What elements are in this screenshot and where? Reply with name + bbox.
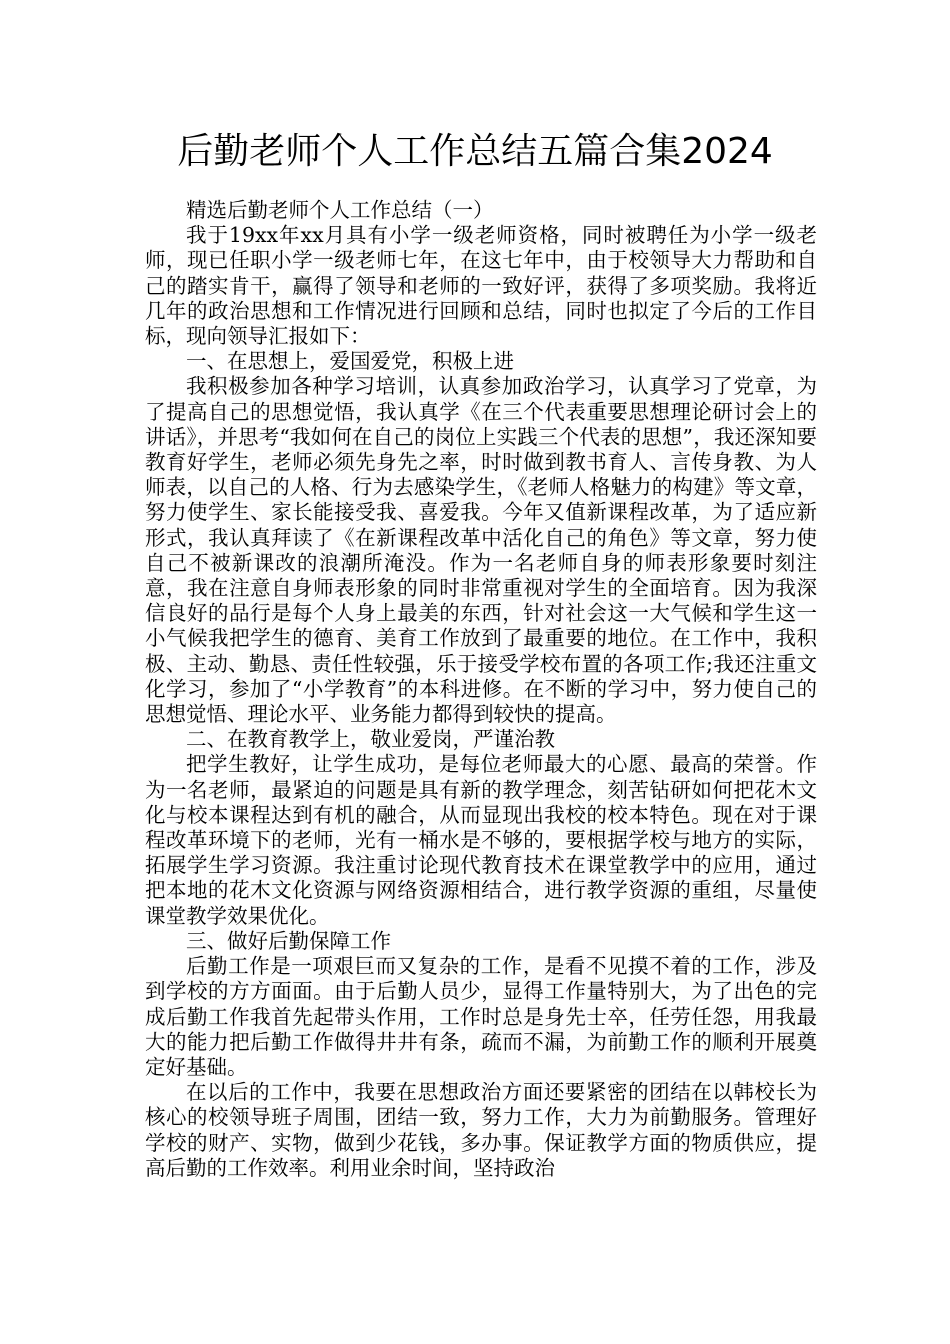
body-paragraph: 把学生教好，让学生成功，是每位老师最大的心愿、最高的荣誉。作为一名老师，最紧迫的问题是具有新的教学理念，刻苦钻研如何把花木文化与校本课程达到有机的融合，从而显现出我校的校本特色。现在对于课程改革环境下的老师，光有一桶水是不够的，要根据学校与地方的实际，拓展学生学习资源。我注重讨论现代教育技术在课堂教学中的应用，通过把本地的花木文化资源与网络资源相结合，进行教学资源的重组，尽量使课堂教学效果优化。 xyxy=(145,752,817,928)
body-paragraph: 在以后的工作中，我要在思想政治方面还要紧密的团结在以韩校长为核心的校领导班子周围，团结一致，努力工作，大力为前勤服务。管理好学校的财产、实物，做到少花钱，多办事。保证教学方面的物质供应，提高后勤的工作效率。利用业余时间，坚持政治 xyxy=(145,1080,817,1180)
section-heading: 一、在思想上，爱国爱党，积极上进 xyxy=(186,349,514,374)
section-heading: 三、做好后勤保障工作 xyxy=(186,928,391,953)
body-paragraph: 我积极参加各种学习培训，认真参加政治学习，认真学习了党章，为了提高自己的思想觉悟，我认真学《在三个代表重要思想理论研讨会上的讲话》，并思考“我如何在自己的岗位上实践三个代表的思想”，我还深知要教育好学生，老师必须先身先之率，时时做到教书育人、言传身教、为人师表，以自己的人格、行为去感染学生，《老师人格魅力的构建》等文章，努力使学生、家长能接受我、喜爱我。今年又值新课程改革，为了适应新形式，我认真拜读了《在新课程改革中活化自己的角色》等文章，努力使自己不被新课改的浪潮所淹没。作为一名老师自身的师表形象要时刻注意，我在注意自身师表形象的同时非常重视对学生的全面培育。因为我深信良好的品行是每个人身上最美的东西，针对社会这一大气候和学生这一小气候我把学生的德育、美育工作放到了最重要的地位。在工作中，我积极、主动、勤恳、责任性较强，乐于接受学校布置的各项工作;我还注重文化学习，参加了“小学教育”的本科进修。在不断的学习中，努力使自己的思想觉悟、理论水平、业务能力都得到较快的提高。 xyxy=(145,374,817,727)
document-body xyxy=(145,198,817,1181)
section-heading: 二、在教育教学上，敬业爱岗，严谨治教 xyxy=(186,727,555,752)
section-heading: 精选后勤老师个人工作总结（一） xyxy=(186,198,494,222)
document-title: 后勤老师个人工作总结五篇合集2024 xyxy=(177,131,773,172)
body-paragraph: 后勤工作是一项艰巨而又复杂的工作，是看不见摸不着的工作，涉及到学校的方方面面。由于后勤人员少，显得工作量特别大，为了出色的完成后勤工作我首先起带头作用，工作时总是身先士卒，任劳任怨，用我最大的能力把后勤工作做得井井有条，疏而不漏，为前勤工作的顺利开展奠定好基础。 xyxy=(145,954,817,1079)
body-paragraph: 我于19xx年xx月具有小学一级老师资格，同时被聘任为小学一级老师，现已任职小学一级老师七年，在这七年中，由于校领导大力帮助和自己的踏实肯干，赢得了领导和老师的一致好评，获得了多项奖励。我将近几年的政治思想和工作情况进行回顾和总结，同时也拟定了今后的工作目标，现向领导汇报如下： xyxy=(145,223,817,349)
